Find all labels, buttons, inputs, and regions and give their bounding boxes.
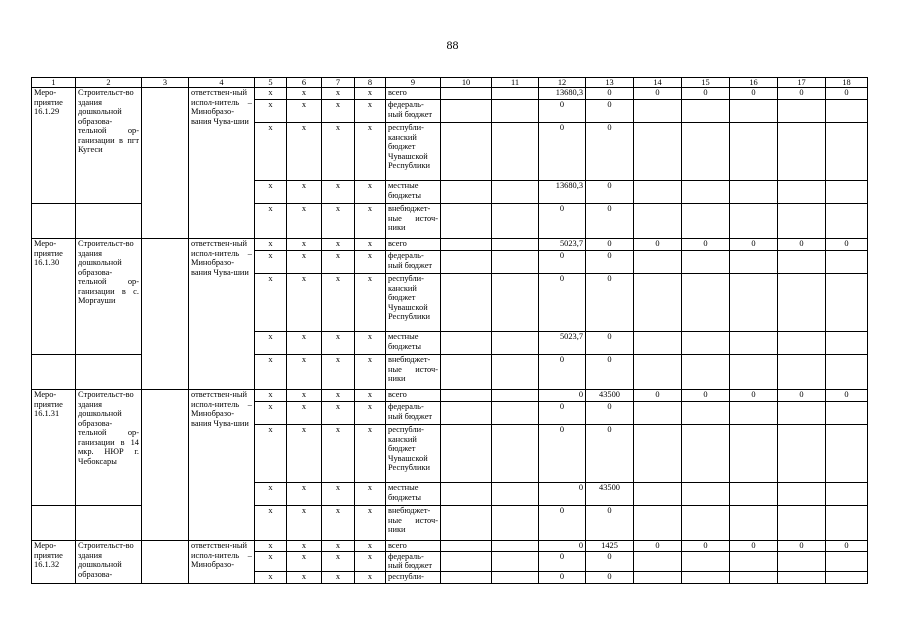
value-c16-cell [730,551,778,571]
value-c14-cell: 0 [634,390,682,402]
value-col13-cell: 43500 [586,483,634,506]
value-col13-cell: 0 [586,123,634,181]
column-header: 1 [32,78,76,88]
empty-cell [492,551,539,571]
column-header: 3 [142,78,189,88]
source-cell: республи-канский бюджет Чувашской Республики [386,274,441,332]
value-c17-cell [778,274,826,332]
empty-cell [492,100,539,123]
value-c17-cell [778,506,826,541]
column-header: 8 [355,78,386,88]
value-c18-cell: 0 [826,541,868,552]
mark-x-cell: x [255,541,287,552]
empty-cell [492,204,539,239]
empty-cell [492,239,539,251]
mark-x-cell: x [287,204,322,239]
empty-cell [492,402,539,425]
value-c17-cell [778,355,826,390]
value-col13-cell: 0 [586,551,634,571]
empty-cell [492,541,539,552]
value-c18-cell [826,551,868,571]
block-total-row [32,541,868,552]
mark-x-cell: x [255,274,287,332]
source-cell: республи-канский бюджет Чувашской Республики [386,123,441,181]
value-c16-cell [730,181,778,204]
mark-x-cell: x [322,551,355,571]
value-col13-cell: 0 [586,355,634,390]
value-c15-cell [682,551,730,571]
source-cell: всего [386,239,441,251]
value-col13-cell: 43500 [586,390,634,402]
value-col12-cell: 0 [539,541,586,552]
mark-x-cell: x [287,332,322,355]
value-c16-cell [730,274,778,332]
empty-cell [441,355,492,390]
value-c14-cell [634,100,682,123]
value-c14-cell [634,181,682,204]
empty-cell [441,390,492,402]
value-c18-cell [826,251,868,274]
value-c16-cell [730,483,778,506]
value-c15-cell [682,425,730,483]
value-c17-cell [778,123,826,181]
mark-x-cell: x [322,123,355,181]
object-name-cell: Строительст-во здания дошкольной образова-тельной ор-ганизации в 14 мкр. НЮР г. Чебоксары [76,390,142,506]
value-c15-cell [682,181,730,204]
empty-cell [142,88,189,239]
value-c18-cell: 0 [826,239,868,251]
mark-x-cell: x [287,355,322,390]
source-cell: внебюджет-ные источ-ники [386,506,441,541]
source-cell: внебюджет-ные источ-ники [386,204,441,239]
empty-cell [441,506,492,541]
value-c16-cell [730,571,778,583]
value-c14-cell: 0 [634,88,682,100]
mark-x-cell: x [255,551,287,571]
value-c14-cell [634,355,682,390]
source-cell: республи-канский бюджет Чувашской Республики [386,425,441,483]
mark-x-cell: x [322,402,355,425]
column-header: 14 [634,78,682,88]
empty-cell [492,332,539,355]
value-col12-cell: 0 [539,483,586,506]
value-c17-cell: 0 [778,88,826,100]
mark-x-cell: x [322,425,355,483]
block-total-row [32,239,868,251]
value-c18-cell [826,402,868,425]
value-c15-cell [682,100,730,123]
value-col13-cell: 0 [586,571,634,583]
mark-x-cell: x [287,181,322,204]
value-c17-cell [778,181,826,204]
mark-x-cell: x [355,100,386,123]
value-col13-cell: 0 [586,181,634,204]
value-c18-cell [826,100,868,123]
mark-x-cell: x [255,355,287,390]
value-col13-cell: 0 [586,204,634,239]
mark-x-cell: x [355,355,386,390]
block-total-row [32,88,868,100]
value-c16-cell: 0 [730,390,778,402]
value-col12-cell: 0 [539,425,586,483]
value-c18-cell: 0 [826,88,868,100]
empty-cell [492,123,539,181]
mark-x-cell: x [322,204,355,239]
value-c17-cell [778,551,826,571]
column-header: 11 [492,78,539,88]
mark-x-cell: x [322,274,355,332]
mark-x-cell: x [355,274,386,332]
value-col13-cell: 0 [586,239,634,251]
value-c15-cell [682,251,730,274]
empty-cell [76,204,142,239]
empty-cell [441,88,492,100]
value-c14-cell: 0 [634,239,682,251]
mark-x-cell: x [287,274,322,332]
value-c17-cell [778,483,826,506]
value-c15-cell: 0 [682,390,730,402]
mark-x-cell: x [355,390,386,402]
mark-x-cell: x [322,541,355,552]
value-c18-cell [826,506,868,541]
executor-cell: ответствен-ный испол-нитель – Минобразо- [189,541,255,584]
value-c14-cell [634,251,682,274]
value-c16-cell [730,506,778,541]
value-c18-cell [826,355,868,390]
mark-x-cell: x [255,88,287,100]
mark-x-cell: x [355,541,386,552]
value-c15-cell [682,204,730,239]
value-c18-cell [826,123,868,181]
mark-x-cell: x [255,332,287,355]
mark-x-cell: x [287,571,322,583]
event-name-cell: Меро-приятие 16.1.29 [32,88,76,204]
value-c16-cell: 0 [730,541,778,552]
mark-x-cell: x [322,181,355,204]
mark-x-cell: x [355,181,386,204]
value-col12-cell: 5023,7 [539,239,586,251]
mark-x-cell: x [255,100,287,123]
empty-cell [441,239,492,251]
mark-x-cell: x [287,402,322,425]
source-cell: федераль-ный бюджет [386,402,441,425]
page-number: 88 [446,38,459,52]
column-number-row [32,78,868,88]
empty-cell [32,506,76,541]
value-c17-cell: 0 [778,239,826,251]
value-c14-cell: 0 [634,541,682,552]
mark-x-cell: x [255,425,287,483]
source-cell: федераль-ный бюджет [386,251,441,274]
value-c17-cell [778,332,826,355]
event-name-cell: Меро-приятие 16.1.30 [32,239,76,355]
object-name-cell: Строительст-во здания дошкольной образова- [76,541,142,584]
column-header: 15 [682,78,730,88]
executor-cell: ответствен-ный испол-нитель – Минобразо-вания Чува-шии [189,88,255,239]
value-c14-cell [634,204,682,239]
empty-cell [142,239,189,390]
value-c15-cell [682,123,730,181]
mark-x-cell: x [355,571,386,583]
source-cell: республи- [386,571,441,583]
value-col13-cell: 0 [586,506,634,541]
block-total-row [32,390,868,402]
value-col13-cell: 0 [586,402,634,425]
column-header: 17 [778,78,826,88]
mark-x-cell: x [287,251,322,274]
value-c14-cell [634,123,682,181]
value-c15-cell [682,483,730,506]
empty-cell [76,506,142,541]
mark-x-cell: x [322,390,355,402]
mark-x-cell: x [355,402,386,425]
value-c15-cell [682,571,730,583]
value-c17-cell [778,571,826,583]
value-c18-cell [826,274,868,332]
column-header: 6 [287,78,322,88]
mark-x-cell: x [255,239,287,251]
empty-cell [441,425,492,483]
column-header: 7 [322,78,355,88]
value-col13-cell: 1425 [586,541,634,552]
mark-x-cell: x [287,541,322,552]
empty-cell [492,390,539,402]
object-name-cell: Строительст-во здания дошкольной образова-тельной ор-ганизации в пгт Кугеси [76,88,142,204]
mark-x-cell: x [287,390,322,402]
empty-cell [492,181,539,204]
value-col13-cell: 0 [586,425,634,483]
empty-cell [32,355,76,390]
value-c16-cell [730,100,778,123]
mark-x-cell: x [255,506,287,541]
value-col12-cell: 13680,3 [539,88,586,100]
value-col13-cell: 0 [586,274,634,332]
mark-x-cell: x [355,483,386,506]
empty-cell [492,251,539,274]
value-c18-cell [826,425,868,483]
column-header: 18 [826,78,868,88]
value-col12-cell: 0 [539,571,586,583]
source-cell: федераль-ный бюджет [386,551,441,571]
mark-x-cell: x [322,571,355,583]
mark-x-cell: x [255,402,287,425]
value-c18-cell: 0 [826,390,868,402]
column-header: 9 [386,78,441,88]
source-cell: всего [386,88,441,100]
value-c16-cell [730,425,778,483]
value-col12-cell: 0 [539,123,586,181]
value-c16-cell [730,123,778,181]
mark-x-cell: x [322,88,355,100]
value-col12-cell: 0 [539,551,586,571]
value-c16-cell [730,332,778,355]
value-col12-cell: 5023,7 [539,332,586,355]
empty-cell [142,390,189,541]
mark-x-cell: x [287,425,322,483]
mark-x-cell: x [287,100,322,123]
column-header: 2 [76,78,142,88]
mark-x-cell: x [255,181,287,204]
value-c17-cell: 0 [778,541,826,552]
mark-x-cell: x [355,88,386,100]
value-col12-cell: 0 [539,100,586,123]
value-col13-cell: 0 [586,88,634,100]
mark-x-cell: x [355,239,386,251]
mark-x-cell: x [287,551,322,571]
mark-x-cell: x [355,123,386,181]
value-col12-cell: 0 [539,204,586,239]
empty-cell [441,251,492,274]
source-cell: местные бюджеты [386,483,441,506]
empty-cell [441,204,492,239]
mark-x-cell: x [287,239,322,251]
mark-x-cell: x [322,355,355,390]
empty-cell [142,541,189,584]
budget-table [31,77,868,584]
value-col12-cell: 0 [539,390,586,402]
value-c15-cell: 0 [682,541,730,552]
column-header: 12 [539,78,586,88]
empty-cell [76,355,142,390]
source-cell: всего [386,541,441,552]
value-c16-cell: 0 [730,88,778,100]
mark-x-cell: x [322,332,355,355]
value-c17-cell [778,425,826,483]
mark-x-cell: x [255,123,287,181]
value-c18-cell [826,332,868,355]
value-col12-cell: 0 [539,251,586,274]
mark-x-cell: x [322,100,355,123]
mark-x-cell: x [287,483,322,506]
value-c17-cell [778,251,826,274]
empty-cell [32,204,76,239]
value-c14-cell [634,571,682,583]
empty-cell [441,402,492,425]
value-col13-cell: 0 [586,332,634,355]
value-c15-cell [682,506,730,541]
value-c18-cell [826,571,868,583]
value-c17-cell [778,100,826,123]
value-c16-cell: 0 [730,239,778,251]
value-c14-cell [634,402,682,425]
empty-cell [492,506,539,541]
mark-x-cell: x [355,251,386,274]
value-c14-cell [634,551,682,571]
mark-x-cell: x [355,551,386,571]
value-c15-cell [682,355,730,390]
mark-x-cell: x [287,88,322,100]
empty-cell [441,274,492,332]
value-col12-cell: 0 [539,402,586,425]
object-name-cell: Строительст-во здания дошкольной образова-тельной ор-ганизации в с. Моргауши [76,239,142,355]
source-cell: внебюджет-ные источ-ники [386,355,441,390]
empty-cell [492,274,539,332]
value-c16-cell [730,355,778,390]
mark-x-cell: x [255,571,287,583]
value-c15-cell: 0 [682,239,730,251]
value-c18-cell [826,483,868,506]
event-name-cell: Меро-приятие 16.1.31 [32,390,76,506]
empty-cell [441,541,492,552]
value-c16-cell [730,204,778,239]
value-c15-cell: 0 [682,88,730,100]
column-header: 5 [255,78,287,88]
empty-cell [492,483,539,506]
value-c16-cell [730,251,778,274]
value-c14-cell [634,506,682,541]
value-c18-cell [826,204,868,239]
value-c14-cell [634,274,682,332]
value-col12-cell: 0 [539,355,586,390]
value-c18-cell [826,181,868,204]
mark-x-cell: x [322,506,355,541]
mark-x-cell: x [322,251,355,274]
executor-cell: ответствен-ный испол-нитель – Минобразо-вания Чува-шии [189,239,255,390]
event-name-cell: Меро-приятие 16.1.32 [32,541,76,584]
mark-x-cell: x [322,483,355,506]
mark-x-cell: x [287,506,322,541]
value-c17-cell [778,402,826,425]
empty-cell [492,571,539,583]
mark-x-cell: x [255,390,287,402]
empty-cell [492,88,539,100]
value-c14-cell [634,483,682,506]
executor-cell: ответствен-ный испол-нитель – Минобразо-вания Чува-шии [189,390,255,541]
value-col12-cell: 0 [539,506,586,541]
empty-cell [441,332,492,355]
mark-x-cell: x [287,123,322,181]
value-c15-cell [682,274,730,332]
value-c17-cell [778,204,826,239]
mark-x-cell: x [322,239,355,251]
value-c14-cell [634,425,682,483]
mark-x-cell: x [255,251,287,274]
empty-cell [441,123,492,181]
value-c14-cell [634,332,682,355]
value-col12-cell: 0 [539,274,586,332]
empty-cell [441,571,492,583]
value-c16-cell [730,402,778,425]
empty-cell [492,355,539,390]
empty-cell [492,425,539,483]
value-col13-cell: 0 [586,100,634,123]
column-header: 16 [730,78,778,88]
empty-cell [441,181,492,204]
source-cell: местные бюджеты [386,332,441,355]
mark-x-cell: x [355,204,386,239]
mark-x-cell: x [255,204,287,239]
column-header: 13 [586,78,634,88]
empty-cell [441,551,492,571]
value-c15-cell [682,402,730,425]
empty-cell [441,483,492,506]
value-c17-cell: 0 [778,390,826,402]
value-col12-cell: 13680,3 [539,181,586,204]
mark-x-cell: x [355,506,386,541]
source-cell: местные бюджеты [386,181,441,204]
source-cell: всего [386,390,441,402]
empty-cell [441,100,492,123]
mark-x-cell: x [355,425,386,483]
value-c15-cell [682,332,730,355]
column-header: 10 [441,78,492,88]
source-cell: федераль-ный бюджет [386,100,441,123]
column-header: 4 [189,78,255,88]
mark-x-cell: x [355,332,386,355]
mark-x-cell: x [255,483,287,506]
value-col13-cell: 0 [586,251,634,274]
